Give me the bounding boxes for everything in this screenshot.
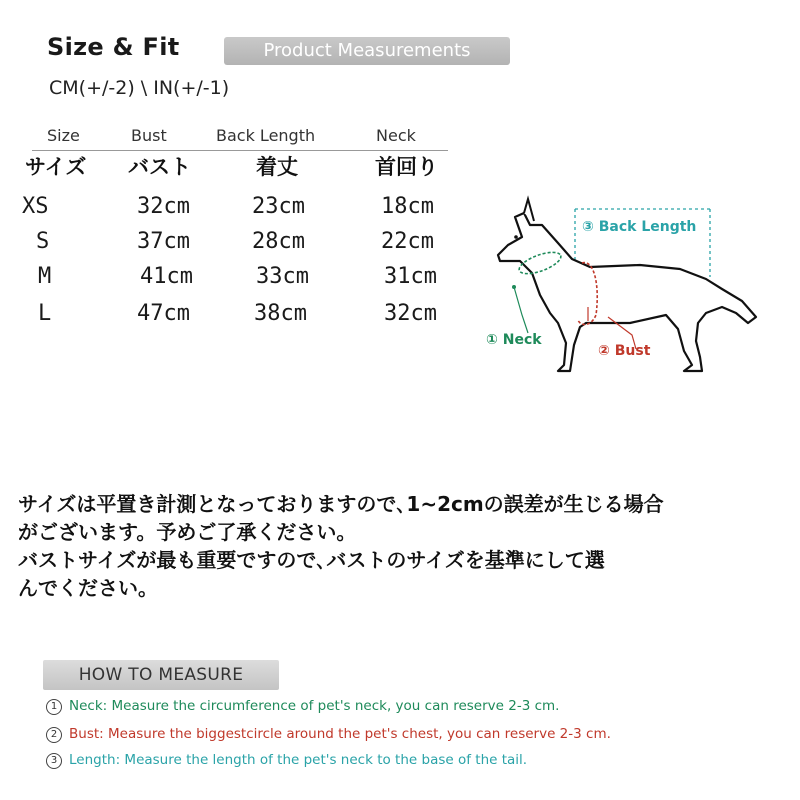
measure-step-length — [46, 752, 527, 769]
table-cell-neck: 31cm — [384, 264, 437, 289]
step-key: Bust: — [69, 726, 104, 742]
header-bust-jp: バスト — [128, 155, 191, 179]
dog-measurement-diagram — [470, 195, 790, 399]
header-size-jp: サイズ — [25, 155, 87, 179]
step-key: Neck: — [69, 698, 108, 714]
product-measurements-badge: Product Measurements — [224, 37, 510, 65]
header-neck-jp: 首回り — [375, 155, 438, 179]
back-length-label: ③ Back Length — [582, 219, 697, 235]
step-key: Length: — [69, 752, 121, 768]
table-cell-back-length: 33cm — [256, 264, 309, 289]
header-back-length-jp: 着丈 — [256, 155, 298, 179]
units-note: CM(+/-2) \ IN(+/-1) — [49, 77, 230, 99]
neck-label: ① Neck — [486, 332, 542, 348]
table-cell-back-length: 28cm — [252, 229, 305, 254]
note-line: がございます。予めご了承ください。 — [18, 520, 357, 544]
bust-label: ② Bust — [598, 343, 651, 359]
page-title: Size & Fit — [47, 33, 180, 61]
step-number: 2 — [46, 727, 62, 743]
step-text: Measure the biggestcircle around the pet's chest, you can reserve 2-3 cm. — [108, 726, 611, 742]
table-cell-bust: 41cm — [140, 264, 193, 289]
header-back-length: Back Length — [216, 126, 316, 145]
table-cell-neck: 22cm — [381, 229, 434, 254]
table-cell-bust: 37cm — [137, 229, 190, 254]
table-cell-bust: 32cm — [137, 194, 190, 219]
table-cell-neck: 32cm — [384, 301, 437, 326]
table-cell-size: L — [38, 301, 52, 326]
sizing-note — [18, 490, 788, 602]
table-cell-size: XS — [22, 194, 49, 219]
table-cell-neck: 18cm — [381, 194, 434, 219]
table-cell-size: M — [38, 264, 52, 289]
table-cell-back-length: 38cm — [254, 301, 307, 326]
header-neck: Neck — [376, 126, 416, 145]
header-size: Size — [47, 126, 80, 145]
how-to-measure-title: HOW TO MEASURE — [43, 660, 279, 690]
note-line: バストサイズが最も重要ですので､バストのサイズを基準にして選 — [18, 548, 605, 572]
note-line: んでください。 — [18, 576, 158, 600]
step-number: 1 — [46, 699, 62, 715]
step-number: 3 — [46, 753, 62, 769]
step-text: Measure the length of the pet's neck to the base of the tail. — [124, 752, 528, 768]
measure-step-bust — [46, 726, 611, 743]
table-cell-size: S — [36, 229, 50, 254]
step-text: Measure the circumference of pet's neck, you can reserve 2-3 cm. — [111, 698, 560, 714]
table-cell-bust: 47cm — [137, 301, 190, 326]
measure-step-neck — [46, 698, 559, 715]
table-cell-back-length: 23cm — [252, 194, 305, 219]
note-line: サイズは平置き計測となっておりますので､1~2cmの誤差が生じる場合 — [18, 492, 664, 516]
header-bust: Bust — [131, 126, 167, 145]
